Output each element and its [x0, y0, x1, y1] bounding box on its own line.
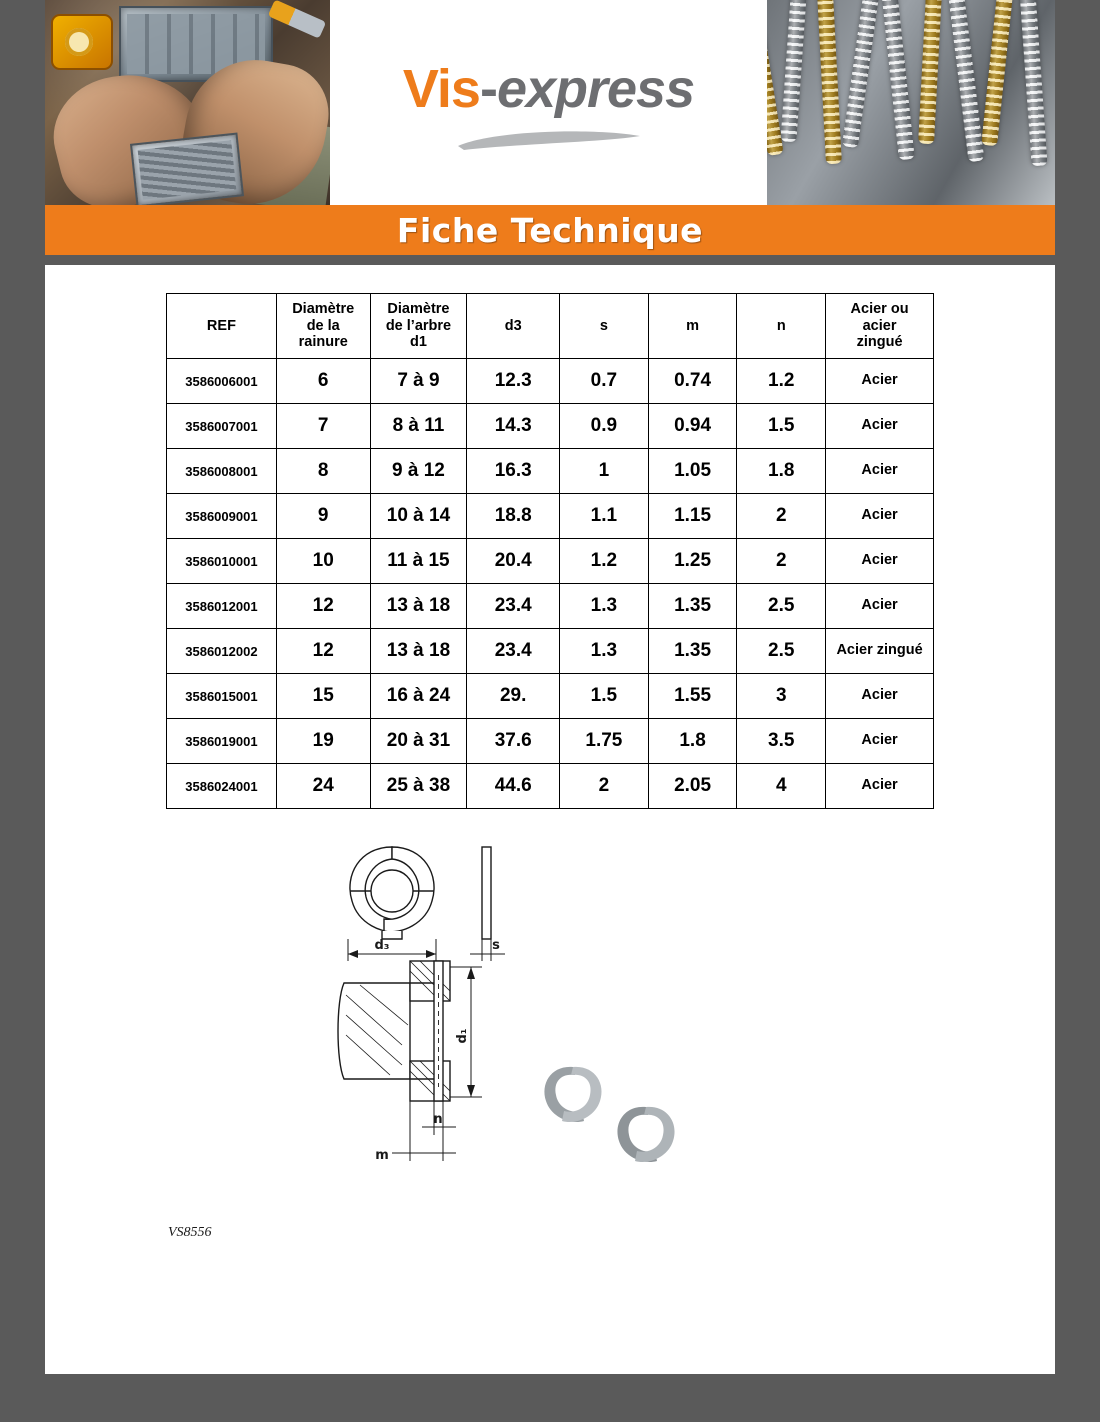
- cell-m: 1.8: [648, 719, 737, 764]
- cell-m: 1.25: [648, 539, 737, 584]
- eclip-front-view: [350, 847, 434, 939]
- cell-material: Acier: [826, 719, 934, 764]
- cell-material: Acier: [826, 359, 934, 404]
- cell-m: 2.05: [648, 764, 737, 809]
- cell-groove-diameter: 10: [276, 539, 370, 584]
- cell-groove-diameter: 9: [276, 494, 370, 539]
- parts-tray: [130, 133, 244, 205]
- cell-ref: 3586024001: [167, 764, 277, 809]
- column-header-ref: REF: [167, 294, 277, 359]
- screw-item: [879, 0, 915, 160]
- cell-shaft-diameter: 7 à 9: [370, 359, 467, 404]
- cell-groove-diameter: 6: [276, 359, 370, 404]
- shaft-section: [338, 961, 450, 1101]
- cell-d3: 12.3: [467, 359, 560, 404]
- label-m: m: [375, 1148, 389, 1163]
- cell-m: 1.05: [648, 449, 737, 494]
- cell-m: 1.15: [648, 494, 737, 539]
- cell-d3: 37.6: [467, 719, 560, 764]
- cell-s: 0.7: [560, 359, 649, 404]
- cell-m: 0.94: [648, 404, 737, 449]
- table-row: [167, 494, 934, 539]
- cell-d3: 23.4: [467, 629, 560, 674]
- cell-ref: 3586009001: [167, 494, 277, 539]
- cell-shaft-diameter: 13 à 18: [370, 629, 467, 674]
- cell-ref: 3586012002: [167, 629, 277, 674]
- table-row: [167, 404, 934, 449]
- screw-item: [981, 0, 1017, 146]
- table-row: [167, 584, 934, 629]
- cell-shaft-diameter: 20 à 31: [370, 719, 467, 764]
- table-row: [167, 359, 934, 404]
- eclip-side-view: [482, 847, 491, 939]
- screw-item: [780, 0, 809, 142]
- dimension-m: [392, 1101, 456, 1161]
- cell-ref: 3586010001: [167, 539, 277, 584]
- cell-material: Acier zingué: [826, 629, 934, 674]
- brand-logo: [403, 58, 694, 120]
- cell-groove-diameter: 12: [276, 584, 370, 629]
- cell-n: 2: [737, 539, 826, 584]
- cell-ref: 3586007001: [167, 404, 277, 449]
- cell-s: 1.3: [560, 584, 649, 629]
- cell-s: 1: [560, 449, 649, 494]
- title-band-shadow: [45, 255, 1055, 265]
- cell-d3: 29.: [467, 674, 560, 719]
- cell-n: 4: [737, 764, 826, 809]
- screws-photo: [767, 0, 1055, 205]
- cell-groove-diameter: 24: [276, 764, 370, 809]
- brand-name-secondary: express: [496, 59, 695, 119]
- cell-shaft-diameter: 16 à 24: [370, 674, 467, 719]
- cell-s: 1.1: [560, 494, 649, 539]
- column-header-groove-diameter: Diamètre de la rainure: [276, 294, 370, 359]
- column-header-n: n: [737, 294, 826, 359]
- cell-n: 3: [737, 674, 826, 719]
- cell-groove-diameter: 15: [276, 674, 370, 719]
- cell-d3: 20.4: [467, 539, 560, 584]
- table-row: [167, 719, 934, 764]
- document-title-band: [45, 205, 1055, 255]
- cell-n: 2.5: [737, 629, 826, 674]
- cell-shaft-diameter: 25 à 38: [370, 764, 467, 809]
- footer-bar: [45, 1374, 1055, 1422]
- label-d1: d₁: [455, 1028, 470, 1044]
- left-side-bar: [0, 0, 45, 1422]
- label-d3: d₃: [374, 938, 390, 953]
- cell-ref: 3586012001: [167, 584, 277, 629]
- cell-material: Acier: [826, 494, 934, 539]
- table-row: [167, 764, 934, 809]
- screw-item: [1018, 0, 1047, 166]
- cell-m: 1.35: [648, 584, 737, 629]
- cell-material: Acier: [826, 764, 934, 809]
- cell-shaft-diameter: 13 à 18: [370, 584, 467, 629]
- cell-material: Acier: [826, 539, 934, 584]
- page-title: Fiche Technique: [396, 210, 704, 250]
- table-row: [167, 629, 934, 674]
- cell-groove-diameter: 7: [276, 404, 370, 449]
- drawing-reference-code: VS8556: [168, 1225, 212, 1240]
- spec-table: [166, 293, 934, 809]
- cell-material: Acier: [826, 449, 934, 494]
- screw-item: [918, 0, 944, 144]
- cell-n: 1.2: [737, 359, 826, 404]
- label-s: s: [492, 938, 500, 953]
- column-header-s: s: [560, 294, 649, 359]
- column-header-shaft-diameter: Diamètre de l’arbre d1: [370, 294, 467, 359]
- cell-n: 1.5: [737, 404, 826, 449]
- table-row: [167, 539, 934, 584]
- cell-material: Acier: [826, 584, 934, 629]
- cell-s: 1.2: [560, 539, 649, 584]
- dimension-d3: [348, 939, 436, 961]
- cell-shaft-diameter: 10 à 14: [370, 494, 467, 539]
- cell-material: Acier: [826, 404, 934, 449]
- cell-n: 2.5: [737, 584, 826, 629]
- screw-item: [945, 0, 984, 162]
- brand-logo-area: [330, 0, 767, 205]
- cell-groove-diameter: 8: [276, 449, 370, 494]
- eclip-photo-pair: [544, 1067, 674, 1162]
- cell-ref: 3586019001: [167, 719, 277, 764]
- table-header-row: [167, 294, 934, 359]
- column-header-m: m: [648, 294, 737, 359]
- screw-item: [816, 0, 842, 164]
- right-side-bar: [1055, 0, 1100, 1422]
- tape-measure: [51, 14, 113, 70]
- brand-name-primary: Vis: [402, 59, 480, 119]
- cell-shaft-diameter: 9 à 12: [370, 449, 467, 494]
- table-row: [167, 449, 934, 494]
- cell-s: 1.5: [560, 674, 649, 719]
- cell-m: 1.55: [648, 674, 737, 719]
- cell-s: 2: [560, 764, 649, 809]
- workshop-photo: [45, 0, 330, 205]
- cell-n: 1.8: [737, 449, 826, 494]
- technical-drawing: [330, 835, 750, 1195]
- page-header: [45, 0, 1055, 205]
- cell-groove-diameter: 19: [276, 719, 370, 764]
- footer-gap: [45, 1352, 1055, 1374]
- cell-n: 3.5: [737, 719, 826, 764]
- screws-collage: [767, 0, 1055, 205]
- cell-s: 0.9: [560, 404, 649, 449]
- column-header-material: Acier ou acier zingué: [826, 294, 934, 359]
- column-header-d3: d3: [467, 294, 560, 359]
- cell-d3: 23.4: [467, 584, 560, 629]
- table-row: [167, 674, 934, 719]
- screw-item: [842, 0, 884, 148]
- cell-shaft-diameter: 11 à 15: [370, 539, 467, 584]
- cell-ref: 3586015001: [167, 674, 277, 719]
- brand-name-dash: -: [479, 59, 497, 119]
- cell-n: 2: [737, 494, 826, 539]
- cell-s: 1.75: [560, 719, 649, 764]
- cell-m: 0.74: [648, 359, 737, 404]
- swoosh-icon: [454, 126, 644, 152]
- cell-d3: 18.8: [467, 494, 560, 539]
- cell-d3: 14.3: [467, 404, 560, 449]
- cell-d3: 44.6: [467, 764, 560, 809]
- screwdriver: [268, 0, 326, 39]
- spec-table-wrapper: [166, 293, 934, 809]
- cell-ref: 3586006001: [167, 359, 277, 404]
- cell-material: Acier: [826, 674, 934, 719]
- label-n: n: [433, 1112, 443, 1127]
- cell-shaft-diameter: 8 à 11: [370, 404, 467, 449]
- cell-ref: 3586008001: [167, 449, 277, 494]
- cell-groove-diameter: 12: [276, 629, 370, 674]
- cell-d3: 16.3: [467, 449, 560, 494]
- cell-m: 1.35: [648, 629, 737, 674]
- cell-s: 1.3: [560, 629, 649, 674]
